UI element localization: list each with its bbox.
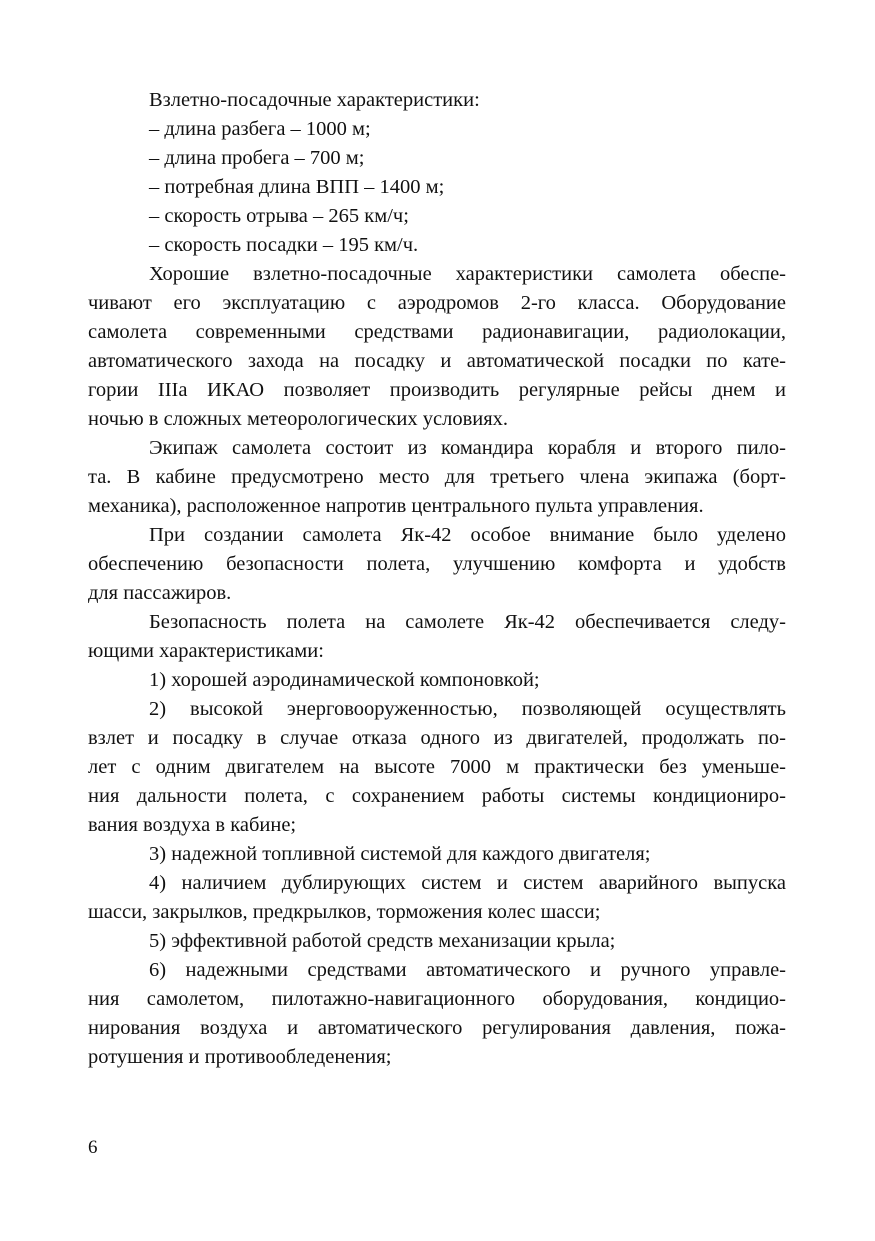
page-body: [88, 86, 786, 1072]
list-item: 2) высокой энерговооруженностью, позволяющей осуществлять: [149, 698, 786, 720]
list-item-line: ротушения и противообледенения;: [88, 1046, 392, 1068]
paragraph-line: Хорошие взлетно-посадочные характеристики самолета обеспе-: [149, 263, 786, 285]
list-item: 1) хорошей аэродинамической компоновкой;: [149, 669, 540, 691]
paragraph-line: автоматического захода на посадку и автоматической посадки по кате-: [88, 350, 786, 372]
spec-item: – скорость посадки – 195 км/ч.: [149, 234, 419, 256]
list-item-line: ния дальности полета, с сохранением работы системы кондициониро-: [88, 785, 786, 807]
paragraph-line: та. В кабине предусмотрено место для третьего члена экипажа (борт-: [88, 466, 786, 488]
spec-item: – длина разбега – 1000 м;: [149, 118, 371, 140]
spec-item: – скорость отрыва – 265 км/ч;: [149, 205, 409, 227]
paragraph-line: Безопасность полета на самолете Як-42 обеспечивается следу-: [149, 611, 786, 633]
list-item: 3) надежной топливной системой для каждого двигателя;: [149, 843, 651, 865]
paragraph-line: ночью в сложных метеорологических условиях.: [88, 408, 509, 430]
paragraph-line: самолета современными средствами радионавигации, радиолокации,: [88, 321, 786, 343]
paragraph-line: гории IIIа ИКАО позволяет производить регулярные рейсы днем и: [88, 379, 786, 401]
paragraph-line: для пассажиров.: [88, 582, 232, 604]
list-item-line: нирования воздуха и автоматического регулирования давления, пожа-: [88, 1017, 786, 1039]
list-item: 4) наличием дублирующих систем и систем аварийного выпуска: [149, 872, 786, 894]
paragraph-line: Экипаж самолета состоит из командира корабля и второго пило-: [149, 437, 786, 459]
spec-item: – потребная длина ВПП – 1400 м;: [149, 176, 445, 198]
paragraph-line: чивают его эксплуатацию с аэродромов 2-го класса. Оборудование: [88, 292, 786, 314]
paragraph-line: обеспечению безопасности полета, улучшению комфорта и удобств: [88, 553, 786, 575]
list-item-line: ния самолетом, пилотажно-навигационного оборудования, кондицио-: [88, 988, 786, 1010]
list-item: 6) надежными средствами автоматического и ручного управле-: [149, 959, 786, 981]
list-item: 5) эффективной работой средств механизации крыла;: [149, 930, 616, 952]
paragraph-line: При создании самолета Як-42 особое внимание было уделено: [149, 524, 786, 546]
list-item-line: лет с одним двигателем на высоте 7000 м практически без уменьше-: [88, 756, 786, 778]
paragraph-line: механика), расположенное напротив центрального пульта управления.: [88, 495, 704, 517]
list-item-line: шасси, закрылков, предкрылков, торможения колес шасси;: [88, 901, 601, 923]
spec-item: – длина пробега – 700 м;: [149, 147, 365, 169]
list-item-line: вания воздуха в кабине;: [88, 814, 297, 836]
paragraph-line: ющими характеристиками:: [88, 640, 324, 662]
page-number: 6: [88, 1137, 98, 1158]
specs-heading: Взлетно-посадочные характеристики:: [149, 89, 480, 111]
list-item-line: взлет и посадку в случае отказа одного из двигателей, продолжать по-: [88, 727, 786, 749]
